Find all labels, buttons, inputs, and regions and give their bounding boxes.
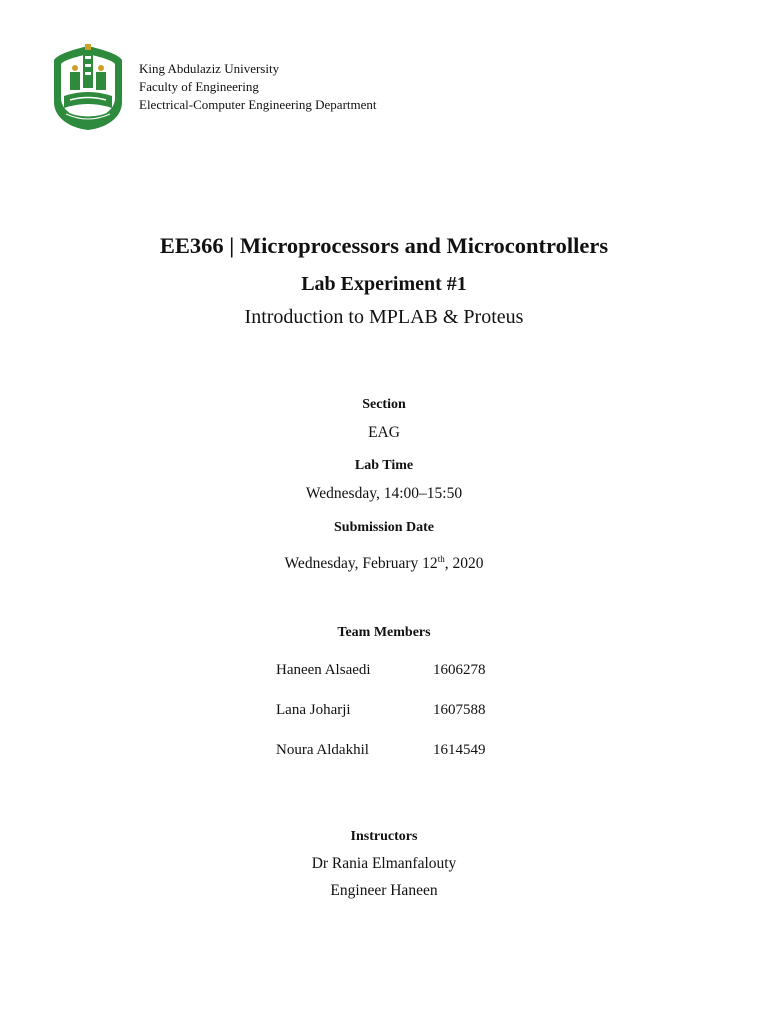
member-name: Lana Joharji [276,702,351,718]
lab-experiment-title: Lab Experiment #1 [301,273,467,295]
member-name: Noura Aldakhil [276,742,369,758]
submission-date-value [0,555,768,573]
instructors-label: Instructors [350,829,418,844]
submission-date-main: Wednesday, February 12 [284,555,438,572]
submission-date-label: Submission Date [334,520,434,535]
member-id: 1606278 [433,662,486,678]
section-value: EAG [368,424,400,441]
instructor-name: Dr Rania Elmanfalouty [311,855,457,872]
team-members-label: Team Members [337,625,431,640]
team-member-row [276,702,486,719]
team-member-row [276,662,486,679]
course-title: EE366 | Microprocessors and Microcontrollers [159,233,609,258]
lab-time-label: Lab Time [354,458,414,473]
team-member-row [276,742,486,759]
department-name: Electrical-Computer Engineering Department [139,97,377,112]
institution-header [139,60,377,114]
lab-subtitle: Introduction to MPLAB & Proteus [244,306,524,328]
lab-time-value: Wednesday, 14:00–15:50 [305,485,463,502]
submission-date-ordinal: th [437,554,445,564]
university-logo-icon [50,42,126,132]
instructor-name: Engineer Haneen [330,882,438,899]
member-id: 1614549 [433,742,486,758]
submission-date-year: , 2020 [444,555,484,572]
member-name: Haneen Alsaedi [276,662,371,678]
faculty-name: Faculty of Engineering [139,79,259,94]
section-label: Section [362,397,406,412]
university-name: King Abdulaziz University [139,61,280,76]
member-id: 1607588 [433,702,486,718]
